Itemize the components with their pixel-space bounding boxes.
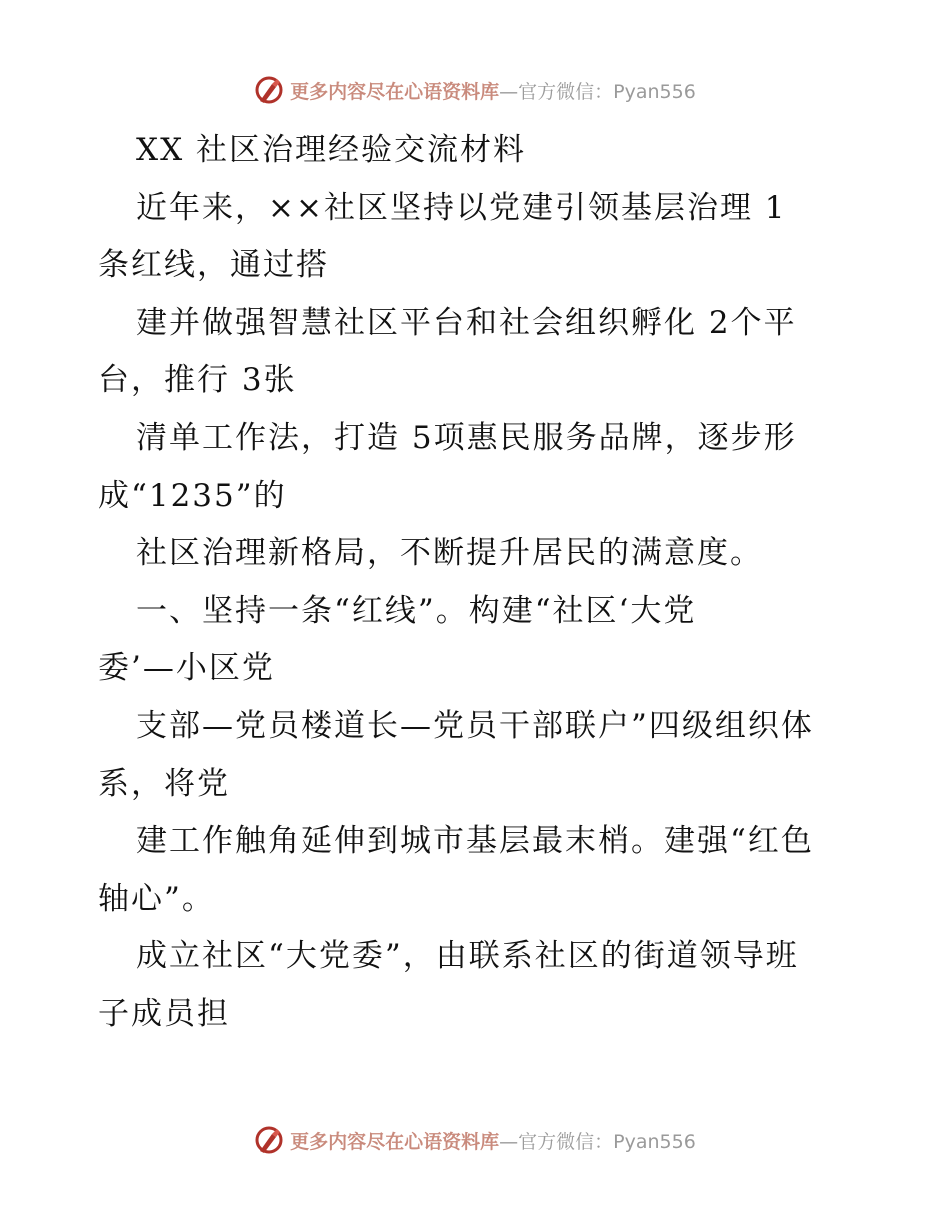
paragraph-line: 建并做强智慧社区平台和社会组织孵化 2个平 — [136, 304, 797, 341]
section-heading-line: 一、坚持一条“红线”。构建“社区‘大党 — [136, 592, 697, 629]
paragraph-line: 条红线，通过搭 — [98, 247, 329, 284]
document-title: XX 社区治理经验交流材料 — [136, 132, 526, 168]
watermark-sub-text: —官方微信：Pyan556 — [499, 1130, 696, 1153]
paragraph-line: 委’—小区党 — [98, 650, 275, 687]
watermark-main-text: 更多内容尽在心语资料库 — [290, 1130, 500, 1153]
paragraph-line: 轴心”。 — [98, 880, 215, 917]
paragraph-line: 系，将党 — [98, 765, 230, 802]
paragraph-line: 支部—党员楼道长—党员干部联户”四级组织体 — [136, 707, 814, 744]
footer-watermark — [0, 1120, 950, 1160]
paragraph-line: 台，推行 3张 — [98, 362, 297, 399]
paragraph-line: 社区治理新格局，不断提升居民的满意度。 — [136, 535, 763, 572]
pen-nib-logo-icon — [254, 75, 284, 105]
paragraph-line: 成立社区“大党委”，由联系社区的街道领导班 — [136, 938, 799, 975]
paragraph-line: 成“1235”的 — [98, 477, 287, 514]
paragraph-line: 近年来，××社区坚持以党建引领基层治理 1 — [136, 189, 787, 226]
watermark-sub-text: —官方微信：Pyan556 — [499, 80, 696, 103]
pen-nib-logo-icon — [254, 1125, 284, 1155]
paragraph-line: 子成员担 — [98, 995, 230, 1032]
watermark-main-text: 更多内容尽在心语资料库 — [290, 80, 500, 103]
paragraph-line: 建工作触角延伸到城市基层最末梢。建强“红色 — [136, 823, 814, 860]
paragraph-line: 清单工作法，打造 5项惠民服务品牌，逐步形 — [136, 419, 797, 456]
document-body — [98, 122, 858, 1044]
header-watermark — [0, 70, 950, 110]
